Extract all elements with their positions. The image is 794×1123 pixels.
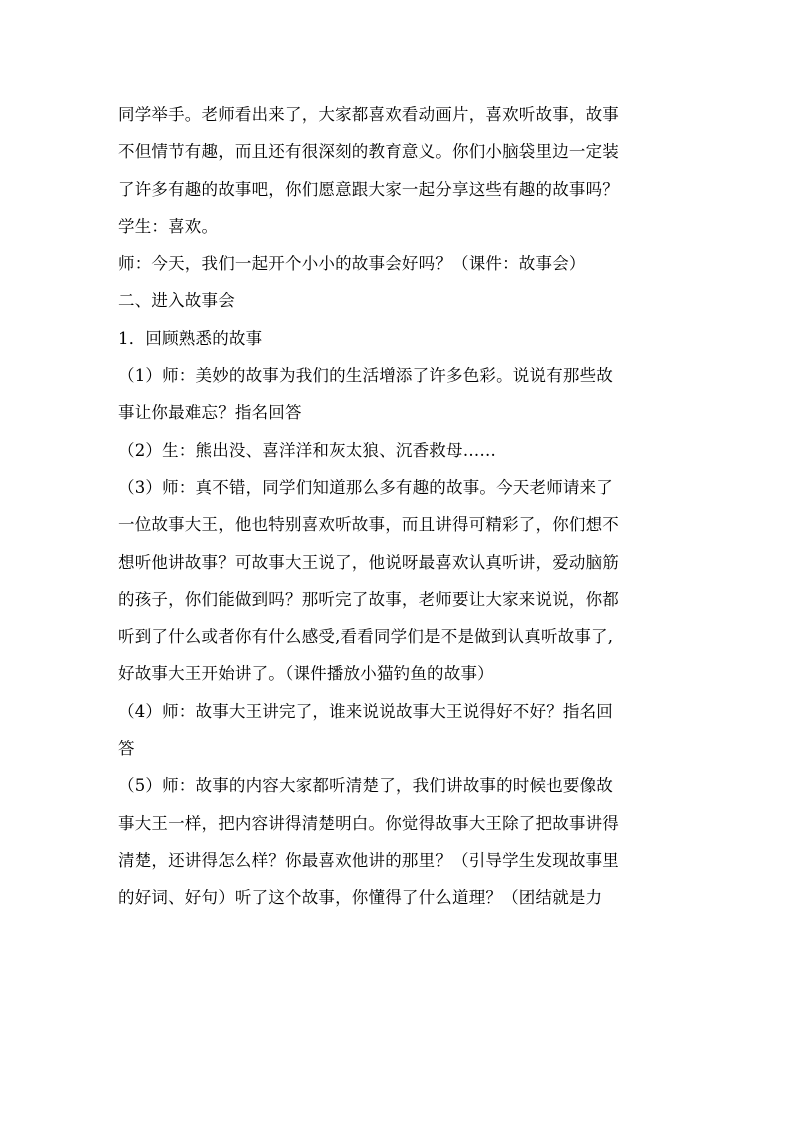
section-heading: 二、进入故事会 — [118, 291, 235, 311]
text-line: 一位故事大王，他也特别喜欢听故事，而且讲得可精彩了，你们想不 — [118, 515, 619, 535]
text-line: 师：今天，我们一起开个小小的故事会好吗？（课件：故事会） — [118, 254, 586, 274]
text-line: 同学举手。老师看出来了，大家都喜欢看动画片，喜欢听故事，故事 — [118, 105, 619, 124]
text-line: （1）师：美妙的故事为我们的生活增添了许多色彩。说说有那些故 — [118, 366, 613, 386]
text-line: 了许多有趣的故事吧，你们愿意跟大家一起分享这些有趣的故事吗？ — [118, 179, 619, 199]
text-line: （2）生：熊出没、喜洋洋和灰太狼、沉香救母…… — [118, 440, 497, 460]
text-line: 学生：喜欢。 — [118, 216, 219, 236]
text-line: （5）师：故事的内容大家都听清楚了，我们讲故事的时候也要像故 — [118, 776, 613, 796]
document-body — [118, 105, 682, 926]
text-line: 想听他讲故事？可故事大王说了，他说呀最喜欢认真听讲，爱动脑筋 — [118, 552, 619, 572]
text-line: （3）师：真不错，同学们知道那么多有趣的故事。今天老师请来了 — [118, 477, 613, 497]
text-line: 的孩子，你们能做到吗？那听完了故事，老师要让大家来说说，你都 — [118, 589, 619, 609]
text-line: 答 — [118, 739, 135, 759]
text-line: 清楚，还讲得怎么样？你最喜欢他讲的那里？（引导学生发现故事里 — [118, 850, 619, 870]
text-line: 事大王一样，把内容讲得清楚明白。你觉得故事大王除了把故事讲得 — [118, 813, 619, 833]
text-line: 不但情节有趣，而且还有很深刻的教育意义。你们小脑袋里边一定装 — [118, 142, 619, 162]
subsection-heading: 1．回顾熟悉的故事 — [118, 328, 263, 348]
text-line: 好故事大王开始讲了。（课件播放小猫钓鱼的故事） — [118, 664, 494, 684]
text-line: 事让你最难忘？指名回答 — [118, 403, 302, 423]
text-line: 的好词、好句）听了这个故事，你懂得了什么道理？（团结就是力 — [118, 888, 603, 908]
text-line: 听到了什么或者你有什么感受,看看同学们是不是做到认真听故事了, — [118, 627, 614, 647]
text-line: （4）师：故事大王讲完了，谁来说说故事大王说得好不好？指名回 — [118, 701, 613, 721]
